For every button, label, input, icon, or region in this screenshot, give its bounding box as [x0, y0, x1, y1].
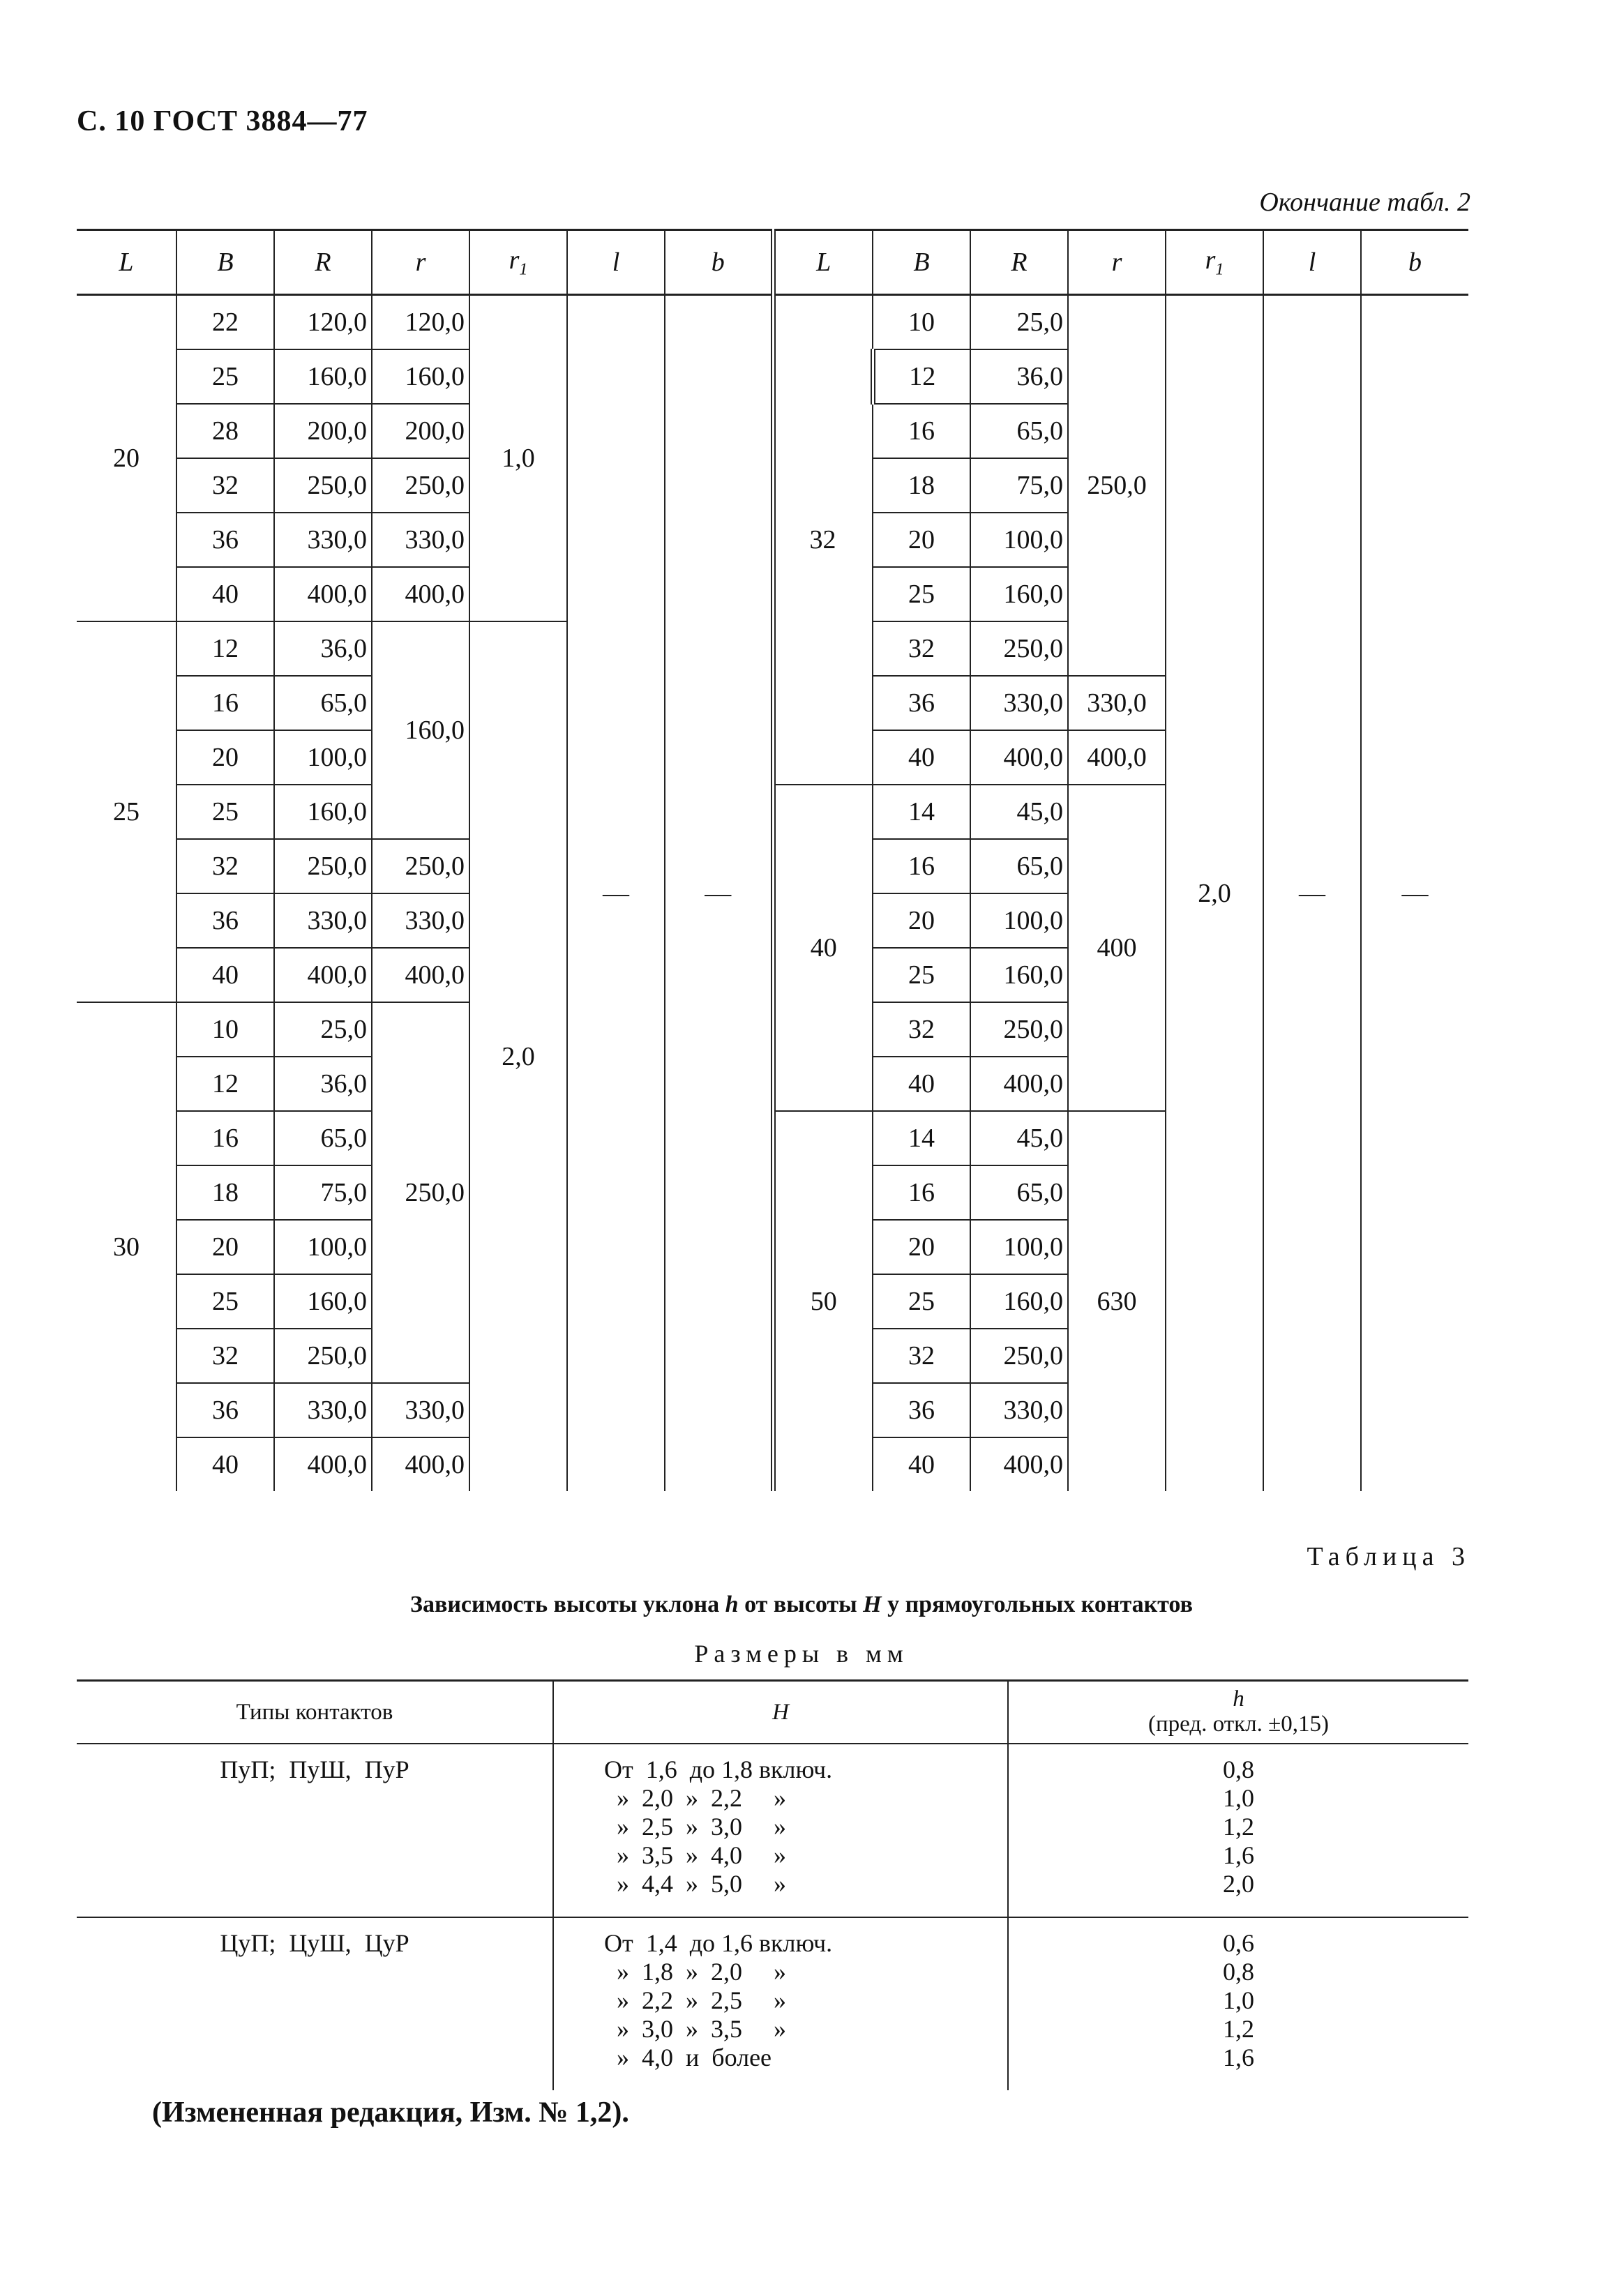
cell-R: 65,0: [274, 1111, 372, 1165]
cell-R: 36,0: [274, 621, 372, 676]
cell-R: 400,0: [274, 1437, 372, 1491]
cell-R-right: 250,0: [970, 621, 1068, 676]
table-row: [77, 295, 1468, 350]
cell-B-right: 18: [873, 458, 970, 513]
cell-r-right: 400,0: [1068, 730, 1166, 785]
cell-B-right: 25: [873, 1274, 970, 1329]
cell-B: 36: [176, 513, 274, 567]
cell-B-right: 20: [873, 893, 970, 948]
cell-R: 250,0: [274, 1329, 372, 1383]
cell-B: 28: [176, 404, 274, 458]
cell-B: 10: [176, 1002, 274, 1057]
cell-B-right: 16: [873, 839, 970, 893]
table2: [77, 229, 1468, 1491]
cell-R-right: 400,0: [970, 1437, 1068, 1491]
cell-B-right: 14: [873, 1111, 970, 1165]
col-header-b: b: [665, 230, 773, 295]
cell-B: 40: [176, 948, 274, 1002]
table2-header-row: [77, 230, 1468, 295]
cell-R-right: 36,0: [970, 349, 1068, 404]
cell-B-right: 10: [873, 295, 970, 350]
col-header-r: r: [372, 230, 469, 295]
table3-label: Таблица 3: [1307, 1542, 1470, 1571]
col-header-h: [1008, 1681, 1468, 1744]
cell-r: 330,0: [372, 1383, 469, 1437]
cell-r: 250,0: [372, 458, 469, 513]
cell-B: 32: [176, 839, 274, 893]
cell-B: 40: [176, 567, 274, 621]
cell-R-right: 250,0: [970, 1002, 1068, 1057]
cell-R-right: 160,0: [970, 948, 1068, 1002]
cell-R-right: 45,0: [970, 1111, 1068, 1165]
cell-L: 30: [77, 1002, 176, 1491]
col-header-L-right: L: [773, 230, 873, 295]
cell-R: 65,0: [274, 676, 372, 730]
col-header-b-right: b: [1361, 230, 1468, 295]
H-range-list: От 1,4 до 1,6 включ. » 1,8 » 2,0 » » 2,2 » 2,5 » » 3,0 » 3,5 » » 4,0 и более: [553, 1917, 1008, 2090]
cell-B-right: 25: [873, 948, 970, 1002]
cell-r: 120,0: [372, 295, 469, 350]
cell-r-right: 630: [1068, 1111, 1166, 1491]
cell-R-right: 100,0: [970, 893, 1068, 948]
table-row: [77, 1917, 1468, 2090]
contact-types: ПуП; ПуШ, ПуР: [77, 1744, 553, 1917]
cell-r: 160,0: [372, 621, 469, 839]
cell-B-right: 12: [873, 349, 970, 404]
col-header-l-right: l: [1263, 230, 1361, 295]
cell-B-right: 36: [873, 1383, 970, 1437]
cell-L: 20: [77, 295, 176, 622]
cell-R: 36,0: [274, 1057, 372, 1111]
cell-R-right: 100,0: [970, 1220, 1068, 1274]
cell-B: 12: [176, 1057, 274, 1111]
cell-L-right: 50: [773, 1111, 873, 1491]
cell-L: 25: [77, 621, 176, 1002]
page-header: С. 10 ГОСТ 3884—77: [77, 105, 368, 137]
cell-r-right: 400: [1068, 785, 1166, 1111]
col-header-R: R: [274, 230, 372, 295]
cell-R: 160,0: [274, 1274, 372, 1329]
cell-B-right: 16: [873, 1165, 970, 1220]
col-header-L: L: [77, 230, 176, 295]
cell-r: 250,0: [372, 1002, 469, 1383]
cell-B-right: 40: [873, 1057, 970, 1111]
cell-R-right: 330,0: [970, 1383, 1068, 1437]
col-header-r1: $r_1$: [469, 230, 567, 295]
cell-r-right: 330,0: [1068, 676, 1166, 730]
col-header-r-right: r: [1068, 230, 1166, 295]
cell-R: 120,0: [274, 295, 372, 350]
cell-R-right: 65,0: [970, 1165, 1068, 1220]
cell-B-right: 40: [873, 1437, 970, 1491]
cell-B: 20: [176, 730, 274, 785]
cell-r: 200,0: [372, 404, 469, 458]
cell-R-right: 250,0: [970, 1329, 1068, 1383]
cell-R-right: 160,0: [970, 567, 1068, 621]
cell-R-right: 65,0: [970, 839, 1068, 893]
cell-B-right: 20: [873, 513, 970, 567]
cell-B: 20: [176, 1220, 274, 1274]
table3-header-row: [77, 1681, 1468, 1744]
cell-B: 25: [176, 349, 274, 404]
cell-R: 250,0: [274, 839, 372, 893]
h-tolerance: (пред. откл. ±0,15): [1148, 1712, 1329, 1737]
cell-R: 160,0: [274, 349, 372, 404]
cell-r: 400,0: [372, 1437, 469, 1491]
cell-R-right: 400,0: [970, 1057, 1068, 1111]
cell-B: 16: [176, 1111, 274, 1165]
table2-caption: Окончание табл. 2: [1259, 188, 1470, 217]
cell-r: 250,0: [372, 839, 469, 893]
cell-R: 25,0: [274, 1002, 372, 1057]
cell-B: 40: [176, 1437, 274, 1491]
cell-B: 25: [176, 785, 274, 839]
cell-B-right: 32: [873, 1329, 970, 1383]
col-header-R-right: R: [970, 230, 1068, 295]
cell-R-right: 65,0: [970, 404, 1068, 458]
cell-r: 160,0: [372, 349, 469, 404]
cell-R: 400,0: [274, 948, 372, 1002]
cell-R-right: 100,0: [970, 513, 1068, 567]
cell-R-right: 25,0: [970, 295, 1068, 350]
h-value-list: 0,8 1,0 1,2 1,6 2,0: [1008, 1744, 1468, 1917]
cell-r: 330,0: [372, 513, 469, 567]
cell-L-right: 40: [773, 785, 873, 1111]
col-header-B: B: [176, 230, 274, 295]
h-symbol: h: [1233, 1686, 1244, 1712]
cell-b-right: —: [1361, 295, 1468, 1492]
cell-B: 18: [176, 1165, 274, 1220]
cell-B-right: 16: [873, 404, 970, 458]
col-header-l: l: [567, 230, 665, 295]
cell-R-right: 75,0: [970, 458, 1068, 513]
cell-l: —: [567, 295, 665, 1492]
cell-B-right: 40: [873, 730, 970, 785]
cell-r1-right: 2,0: [1166, 295, 1263, 1492]
cell-R: 75,0: [274, 1165, 372, 1220]
cell-b: —: [665, 295, 773, 1492]
cell-r-right: 250,0: [1068, 295, 1166, 677]
cell-R: 250,0: [274, 458, 372, 513]
col-header-H: H: [553, 1681, 1008, 1744]
cell-r1: 1,0: [469, 295, 567, 622]
table3: [77, 1679, 1468, 2090]
cell-R-right: 400,0: [970, 730, 1068, 785]
cell-L-right: 32: [773, 295, 873, 785]
cell-R: 100,0: [274, 1220, 372, 1274]
cell-R: 330,0: [274, 893, 372, 948]
cell-B-right: 14: [873, 785, 970, 839]
cell-R: 330,0: [274, 1383, 372, 1437]
cell-R: 160,0: [274, 785, 372, 839]
cell-B: 22: [176, 295, 274, 350]
cell-r1: 2,0: [469, 621, 567, 1491]
table3-title: Зависимость высоты уклона h от высоты H у прямоугольных контактов: [410, 1592, 1193, 1617]
table-row: [77, 1744, 1468, 1917]
cell-B: 16: [176, 676, 274, 730]
cell-R: 200,0: [274, 404, 372, 458]
cell-r: 400,0: [372, 948, 469, 1002]
cell-B-right: 20: [873, 1220, 970, 1274]
cell-R-right: 45,0: [970, 785, 1068, 839]
cell-R-right: 160,0: [970, 1274, 1068, 1329]
cell-B-right: 32: [873, 621, 970, 676]
cell-B-right: 32: [873, 1002, 970, 1057]
cell-B: 25: [176, 1274, 274, 1329]
h-value-list: 0,6 0,8 1,0 1,2 1,6: [1008, 1917, 1468, 2090]
cell-B: 12: [176, 621, 274, 676]
cell-B-right: 36: [873, 676, 970, 730]
table3-units: Размеры в мм: [694, 1640, 909, 1668]
amendment-note: (Измененная редакция, Изм. № 1,2).: [152, 2097, 629, 2129]
cell-B: 32: [176, 1329, 274, 1383]
cell-l-right: —: [1263, 295, 1361, 1492]
cell-R: 400,0: [274, 567, 372, 621]
col-header-types: Типы контактов: [77, 1681, 553, 1744]
cell-R-right: 330,0: [970, 676, 1068, 730]
cell-B: 32: [176, 458, 274, 513]
cell-R: 100,0: [274, 730, 372, 785]
contact-types: ЦуП; ЦуШ, ЦуР: [77, 1917, 553, 2090]
cell-R: 330,0: [274, 513, 372, 567]
cell-B-right: 25: [873, 567, 970, 621]
H-range-list: От 1,6 до 1,8 включ. » 2,0 » 2,2 » » 2,5 » 3,0 » » 3,5 » 4,0 » » 4,4 » 5,0 »: [553, 1744, 1008, 1917]
cell-B: 36: [176, 1383, 274, 1437]
col-header-B-right: B: [873, 230, 970, 295]
cell-r: 400,0: [372, 567, 469, 621]
cell-B: 36: [176, 893, 274, 948]
cell-r: 330,0: [372, 893, 469, 948]
col-header-r1-right: $r_1$: [1166, 230, 1263, 295]
